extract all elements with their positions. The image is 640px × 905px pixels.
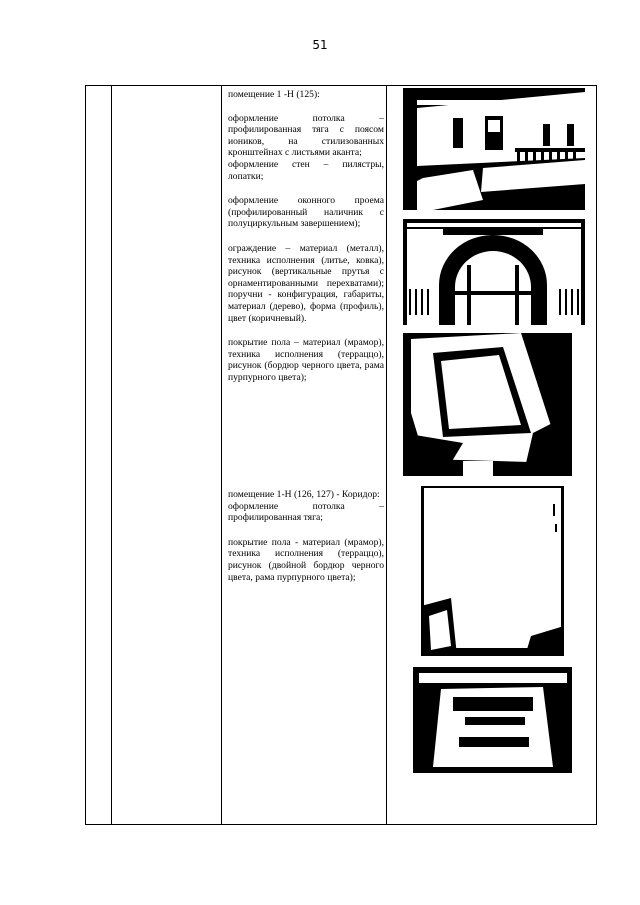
page-number: 51	[312, 38, 328, 52]
block2-paragraph-2: покрытие пола - материал (мрамор), техника исполнения (терраццо), рисунок (двойной бордюр черного цвета, рама пурпурного цвета);	[228, 536, 384, 583]
column-divider-3	[386, 86, 387, 824]
description-block-1	[228, 89, 384, 383]
block1-paragraph-2: оформление стен – пилястры, лопатки;	[228, 158, 384, 182]
block1-paragraph-3: оформление оконного проема (профилированный наличник с полуциркульным завершением);	[228, 195, 384, 230]
corridor-floor-photo	[413, 667, 572, 773]
block2-heading: помещение 1-Н (126, 127) - Коридор:	[228, 489, 380, 500]
corridor-ceiling-photo	[421, 486, 564, 656]
terrazzo-floor-photo	[403, 333, 572, 476]
column-divider-2	[221, 86, 222, 824]
block1-heading: помещение 1 -Н (125):	[228, 89, 320, 100]
block1-paragraph-5: покрытие пола – материал (мрамор), техника исполнения (терраццо), рисунок (бордюр черного цвета, рама пурпурного цвета);	[228, 337, 384, 383]
arched-window-photo	[403, 219, 585, 325]
hall-window-railing-photo	[403, 88, 585, 210]
block1-paragraph-4: ограждение – материал (металл), техника исполнения (литье, ковка), рисунок (вертикальные прутья с орнаментированными перехватами); поручни - конфигурация, габариты, материал (дерево), форма (профиль), цвет (коричневый).	[228, 242, 384, 324]
column-divider-1	[111, 86, 112, 824]
block2-paragraph-1: оформление потолка – профилированная тяга;	[228, 500, 384, 524]
description-block-2	[228, 489, 384, 583]
block1-paragraph-1: оформление потолка – профилированная тяга с поясом иоников, на стилизованных кронштейнах с листьями аканта;	[228, 112, 384, 159]
